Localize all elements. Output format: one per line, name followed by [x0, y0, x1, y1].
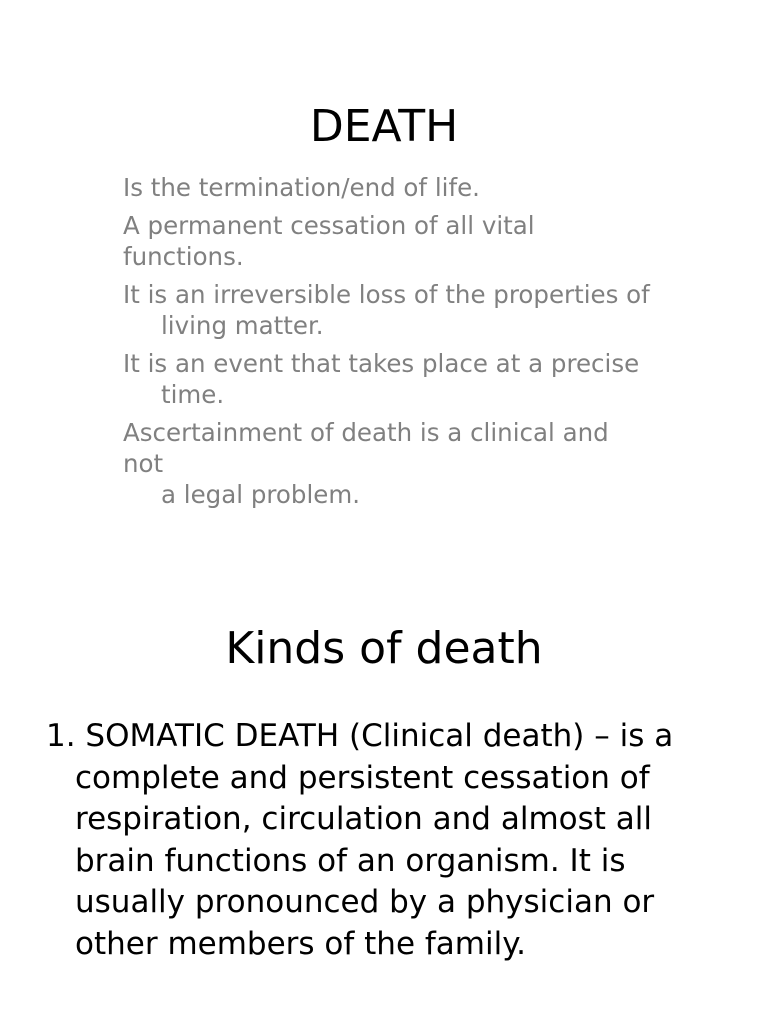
- definition-text: Is the termination/end of life.: [123, 173, 480, 202]
- definition-continuation: a legal problem.: [161, 480, 361, 509]
- death-definition-list: [123, 172, 653, 517]
- definition-item: [123, 348, 653, 410]
- definition-text: It is an event that takes place at a precise: [123, 349, 640, 378]
- definition-continuation: living matter.: [161, 311, 324, 340]
- slide-title-death: DEATH: [309, 101, 459, 152]
- kinds-list-item: 1. SOMATIC DEATH (Clinical death) – is a complete and persistent cessation of respiration, circulation and almost all brain functions of an organism. It is usually pronounced by a physician or other members of the family.: [46, 718, 674, 962]
- kinds-list: [46, 716, 716, 965]
- slide-kinds-of-death: [0, 578, 768, 1024]
- definition-text: A permanent cessation of all vital functions.: [123, 211, 535, 271]
- definition-text: It is an irreversible loss of the properties of: [123, 280, 650, 309]
- definition-item: [123, 417, 653, 510]
- definition-item: [123, 279, 653, 341]
- slide-title-kinds: Kinds of death: [225, 623, 543, 674]
- definition-text: Ascertainment of death is a clinical and not: [123, 418, 609, 478]
- definition-continuation: time.: [161, 380, 225, 409]
- definition-item: [123, 172, 653, 203]
- definition-item: [123, 210, 653, 272]
